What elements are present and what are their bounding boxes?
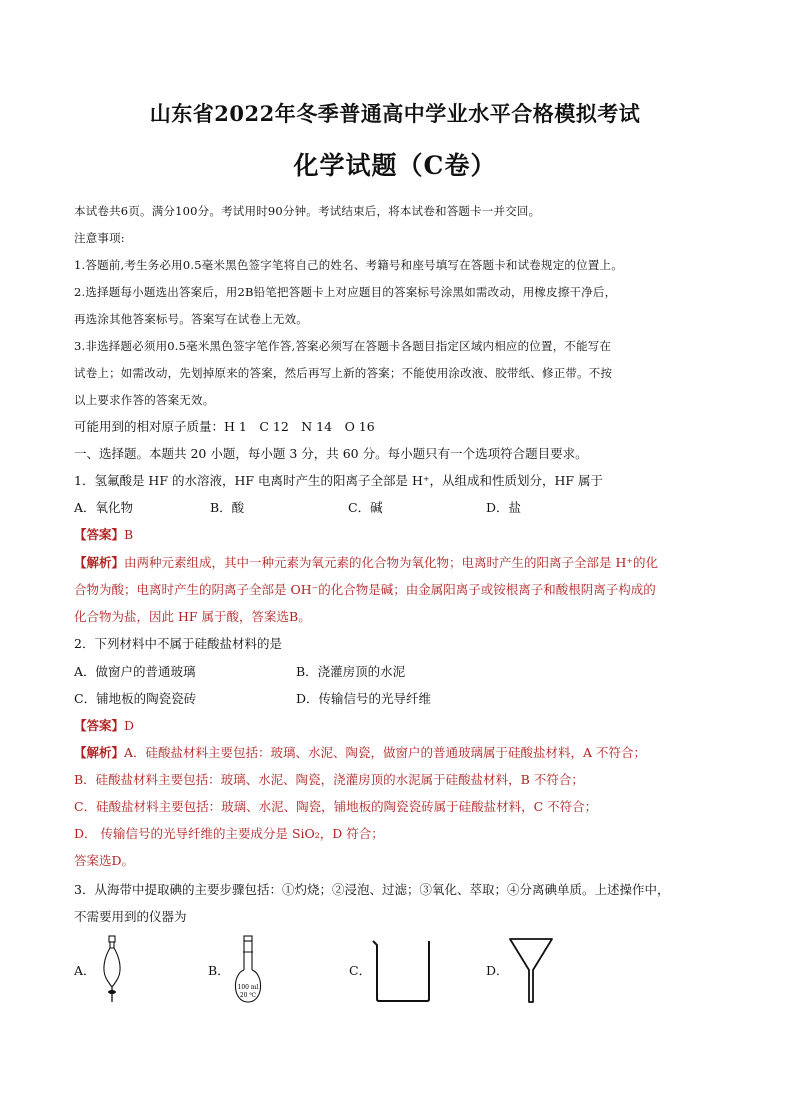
q2-analysis-line-2: B．硅酸盐材料主要包括：玻璃、水泥、陶瓷，浇灌房顶的水泥属于硅酸盐材料，B 不符合； bbox=[74, 772, 584, 787]
q2-option-c: C．铺地板的陶瓷瓷砖 bbox=[74, 691, 197, 706]
notice-item-3-line-1: 3.非选择题必须用0.5毫米黑色签字笔作答,答案必须写在答题卡各题目指定区域内相应的位置，不能写在 bbox=[74, 339, 612, 353]
analysis-text: 由两种元素组成，其中一种元素为氧元素的化合物为氧化物；电离时产生的阳离子全部是 H⁺的化 bbox=[124, 555, 658, 570]
separatory-funnel-icon bbox=[96, 934, 128, 1004]
beaker-icon bbox=[370, 938, 436, 1004]
q2-analysis-line-4: D． 传输信号的光导纤维的主要成分是 SiO₂，D 符合； bbox=[74, 826, 384, 841]
atomic-mass-line: 可能用到的相对原子质量：H 1 C 12 N 14 O 16 bbox=[74, 419, 375, 434]
q1-analysis-line-2: 合物为酸；电离时产生的阴离子全部是 OH⁻的化合物是碱；由金属阳离子或铵根离子和酸根阴离子构成的 bbox=[74, 582, 656, 597]
q1-option-c: C．碱 bbox=[348, 500, 383, 515]
q3-option-d-label: D． bbox=[486, 963, 509, 978]
answer-label: 【答案】 bbox=[74, 527, 125, 542]
volumetric-flask-icon bbox=[230, 934, 266, 1006]
analysis-label: 【解析】 bbox=[74, 555, 125, 570]
q1-stem: 1．氢氟酸是 HF 的水溶液，HF 电离时产生的阳离子全部是 H⁺，从组成和性质划分，HF 属于 bbox=[74, 473, 604, 488]
answer-value: B bbox=[124, 527, 134, 542]
analysis-label: 【解析】 bbox=[74, 745, 125, 760]
q3-option-c-label: C． bbox=[349, 963, 372, 978]
q2-stem: 2．下列材料中不属于硅酸盐材料的是 bbox=[74, 636, 282, 651]
intro-text: 本试卷共6页。满分100分。考试用时90分钟。考试结束后，将本试卷和答题卡一并交回。 bbox=[74, 204, 541, 218]
q1-answer bbox=[74, 527, 133, 543]
notice-item-3-line-3: 以上要求作答的答案无效。 bbox=[74, 393, 215, 407]
q2-analysis-line-3: C．硅酸盐材料主要包括：玻璃、水泥、陶瓷，铺地板的陶瓷瓷砖属于硅酸盐材料，C 不符合； bbox=[74, 799, 598, 814]
section-heading: 一、选择题。本题共 20 小题，每小题 3 分，共 60 分。每小题只有一个选项符合题目要求。 bbox=[74, 446, 588, 461]
answer-label: 【答案】 bbox=[74, 718, 125, 733]
notice-item-3-line-2: 试卷上；如需改动，先划掉原来的答案，然后再写上新的答案；不能使用涂改液、胶带纸、修正带。不按 bbox=[74, 366, 613, 380]
q1-analysis-line-3: 化合物为盐，因此 HF 属于酸，答案选B。 bbox=[74, 609, 311, 624]
q1-option-a: A．氧化物 bbox=[74, 500, 134, 515]
page-subtitle: 化学试题（C卷） bbox=[293, 151, 497, 180]
q2-answer bbox=[74, 718, 134, 734]
notice-item-2-line-2: 再选涂其他答案标号。答案写在试卷上无效。 bbox=[74, 312, 308, 326]
q2-option-d: D．传输信号的光导纤维 bbox=[296, 691, 432, 706]
notice-item-1: 1.答题前,考生务必用0.5毫米黑色签字笔将自己的姓名、考籍号和座号填写在答题卡和试卷规定的位置上。 bbox=[74, 258, 623, 272]
q3-option-a-label: A． bbox=[74, 963, 96, 978]
q3-stem-line-1: 3．从海带中提取碘的主要步骤包括：①灼烧；②浸泡、过滤；③氧化、萃取；④分离碘单质。上述操作中， bbox=[74, 882, 670, 897]
notice-item-2-line-1: 2.选择题每小题选出答案后，用2B铅笔把答题卡上对应题目的答案标号涂黑如需改动，用橡皮擦干净后， bbox=[74, 285, 617, 299]
q2-option-a: A．做窗户的普通玻璃 bbox=[74, 664, 196, 679]
notice-label: 注意事项: bbox=[74, 231, 125, 245]
q1-analysis-line-1 bbox=[74, 555, 658, 571]
q2-conclusion: 答案选D。 bbox=[74, 853, 135, 868]
q2-option-b: B．浇灌房顶的水泥 bbox=[296, 664, 406, 679]
funnel-icon bbox=[508, 936, 554, 1004]
q3-stem-line-2: 不需要用到的仪器为 bbox=[74, 909, 187, 924]
q2-analysis-line-1 bbox=[74, 745, 646, 761]
q3-option-b-label: B． bbox=[208, 963, 230, 978]
flask-volume-label: 100 ml bbox=[237, 984, 259, 991]
flask-temperature-label: 20 ℃ bbox=[239, 992, 257, 999]
q1-option-b: B．酸 bbox=[210, 500, 245, 515]
answer-value: D bbox=[124, 718, 135, 733]
analysis-text: A．硅酸盐材料主要包括：玻璃、水泥、陶瓷，做窗户的普通玻璃属于硅酸盐材料，A 不符合； bbox=[124, 745, 647, 760]
q1-option-d: D．盐 bbox=[486, 500, 522, 515]
page-title: 山东省2022年冬季普通高中学业水平合格模拟考试 bbox=[149, 101, 641, 126]
